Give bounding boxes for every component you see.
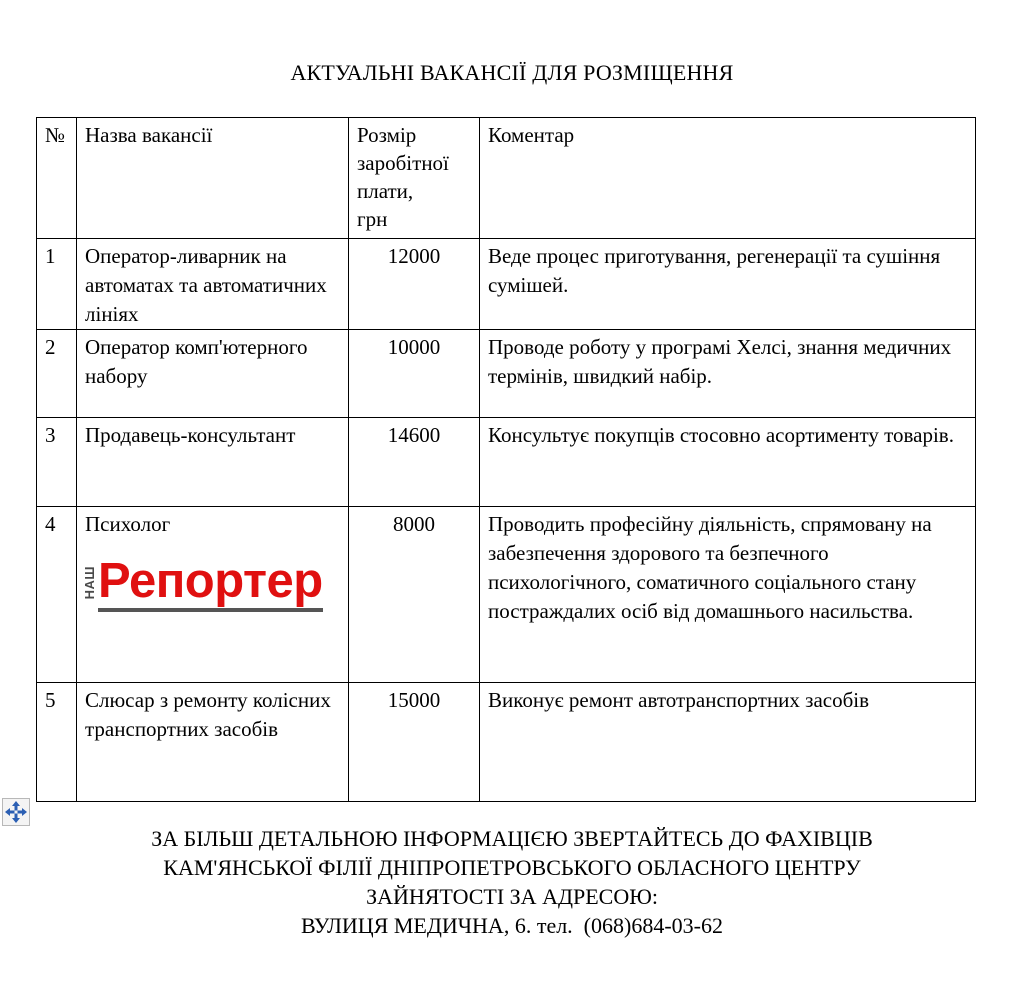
vacancies-table bbox=[36, 117, 976, 802]
move-arrows-icon[interactable] bbox=[2, 798, 30, 826]
row-num: 1 bbox=[37, 239, 77, 330]
table-row bbox=[37, 418, 976, 507]
row-name bbox=[77, 507, 349, 683]
row-salary: 10000 bbox=[349, 330, 480, 418]
logo-word: Репортер bbox=[98, 553, 323, 608]
header-salary-line: плати, bbox=[357, 179, 414, 203]
contact-footer bbox=[0, 824, 1024, 940]
header-comment: Коментар bbox=[480, 118, 976, 239]
footer-line: ЗА БІЛЬШ ДЕТАЛЬНОЮ ІНФОРМАЦІЄЮ ЗВЕРТАЙТЕСЬ ДО ФАХІВЦІВ bbox=[151, 826, 873, 851]
row-salary: 15000 bbox=[349, 683, 480, 802]
row-salary: 8000 bbox=[349, 507, 480, 683]
header-salary-line: Розмір bbox=[357, 123, 417, 147]
row-comment: Проводе роботу у програмі Хелсі, знання медичних термінів, швидкий набір. bbox=[480, 330, 976, 418]
row-comment: Консультує покупців стосовно асортименту товарів. bbox=[480, 418, 976, 507]
row-comment: Виконує ремонт автотранспортних засобів bbox=[480, 683, 976, 802]
header-salary-line: заробітної bbox=[357, 151, 449, 175]
table-row bbox=[37, 683, 976, 802]
table-row bbox=[37, 507, 976, 683]
footer-line: ЗАЙНЯТОСТІ ЗА АДРЕСОЮ: bbox=[366, 884, 658, 909]
reporter-logo bbox=[83, 551, 340, 615]
row-comment: Проводить професійну діяльність, спрямовану на забезпечення здорового та безпечного психологічного, соматичного соціального стану постраждалих осіб від домашнього насильства. bbox=[480, 507, 976, 683]
table-row bbox=[37, 330, 976, 418]
row-comment: Веде процес приготування, регенерації та сушіння сумішей. bbox=[480, 239, 976, 330]
row-salary: 14600 bbox=[349, 418, 480, 507]
table-header-row bbox=[37, 118, 976, 239]
row-num: 3 bbox=[37, 418, 77, 507]
row-num: 2 bbox=[37, 330, 77, 418]
header-salary-line: грн bbox=[357, 207, 388, 231]
header-num: № bbox=[37, 118, 77, 239]
row-salary: 12000 bbox=[349, 239, 480, 330]
page-title: АКТУАЛЬНІ ВАКАНСІЇ ДЛЯ РОЗМІЩЕННЯ bbox=[290, 60, 734, 85]
row-name-text: Психолог bbox=[85, 512, 171, 536]
footer-line: КАМ'ЯНСЬКОЇ ФІЛІЇ ДНІПРОПЕТРОВСЬКОГО ОБЛАСНОГО ЦЕНТРУ bbox=[163, 855, 861, 880]
header-name: Назва вакансії bbox=[77, 118, 349, 239]
footer-line: ВУЛИЦЯ МЕДИЧНА, 6. тел. (068)684-03-62 bbox=[301, 913, 723, 938]
row-num: 4 bbox=[37, 507, 77, 683]
row-name: Оператор комп'ютерного набору bbox=[77, 330, 349, 418]
row-name: Оператор-ливарник на автоматах та автоматичних лініях bbox=[77, 239, 349, 330]
logo-small-text: НАШ bbox=[82, 566, 97, 600]
row-num: 5 bbox=[37, 683, 77, 802]
header-salary bbox=[349, 118, 480, 239]
logo-underline bbox=[98, 608, 323, 612]
logo-main bbox=[98, 555, 323, 612]
table-row bbox=[37, 239, 976, 330]
row-name: Слюсар з ремонту колісних транспортних засобів bbox=[77, 683, 349, 802]
row-name: Продавець-консультант bbox=[77, 418, 349, 507]
